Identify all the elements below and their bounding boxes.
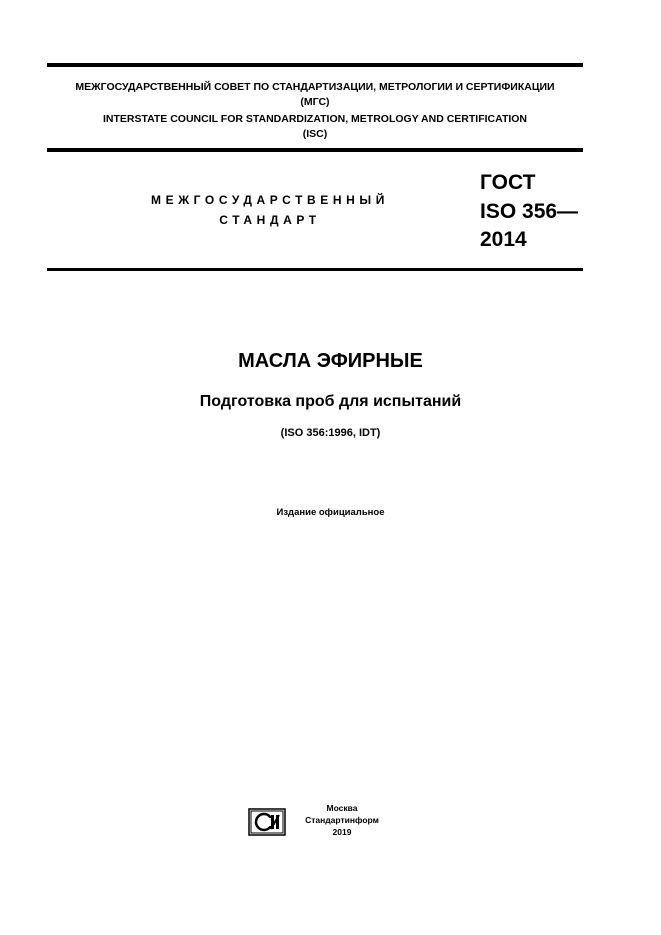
council-abbr-ru: (МГС) (300, 96, 330, 108)
header-rule (47, 148, 583, 152)
document-subtitle: Подготовка проб для испытаний (199, 393, 462, 410)
council-name-ru: МЕЖГОСУДАРСТВЕННЫЙ СОВЕТ ПО СТАНДАРТИЗАЦИИ, МЕТРОЛОГИИ И СЕРТИФИКАЦИИ (75, 81, 555, 93)
standard-code-line2: ISO 356— (480, 200, 579, 223)
standard-code-line3: 2014 (480, 228, 527, 251)
publisher-city: Москва (326, 803, 358, 813)
standard-code-line1: ГОСТ (480, 171, 536, 194)
publisher-name: Стандартинформ (305, 815, 379, 825)
publication-year: 2019 (332, 827, 352, 837)
top-rule (47, 63, 583, 67)
iso-reference: (ISO 356:1996, IDT) (280, 427, 381, 439)
section-rule (47, 268, 583, 271)
publisher-text (292, 802, 392, 838)
standard-type-label-line1: МЕЖГОСУДАРСТВЕННЫЙ (151, 193, 389, 207)
standartinform-logo-icon (248, 808, 286, 836)
standard-type-label-line2: СТАНДАРТ (219, 213, 321, 227)
publisher-block (248, 802, 388, 842)
council-name-en: INTERSTATE COUNCIL FOR STANDARDIZATION, METROLOGY AND CERTIFICATION (102, 113, 528, 125)
edition-note: Издание официальное (276, 507, 385, 518)
document-title: МАСЛА ЭФИРНЫЕ (238, 350, 423, 372)
council-abbr-en: (ISC) (302, 128, 328, 140)
